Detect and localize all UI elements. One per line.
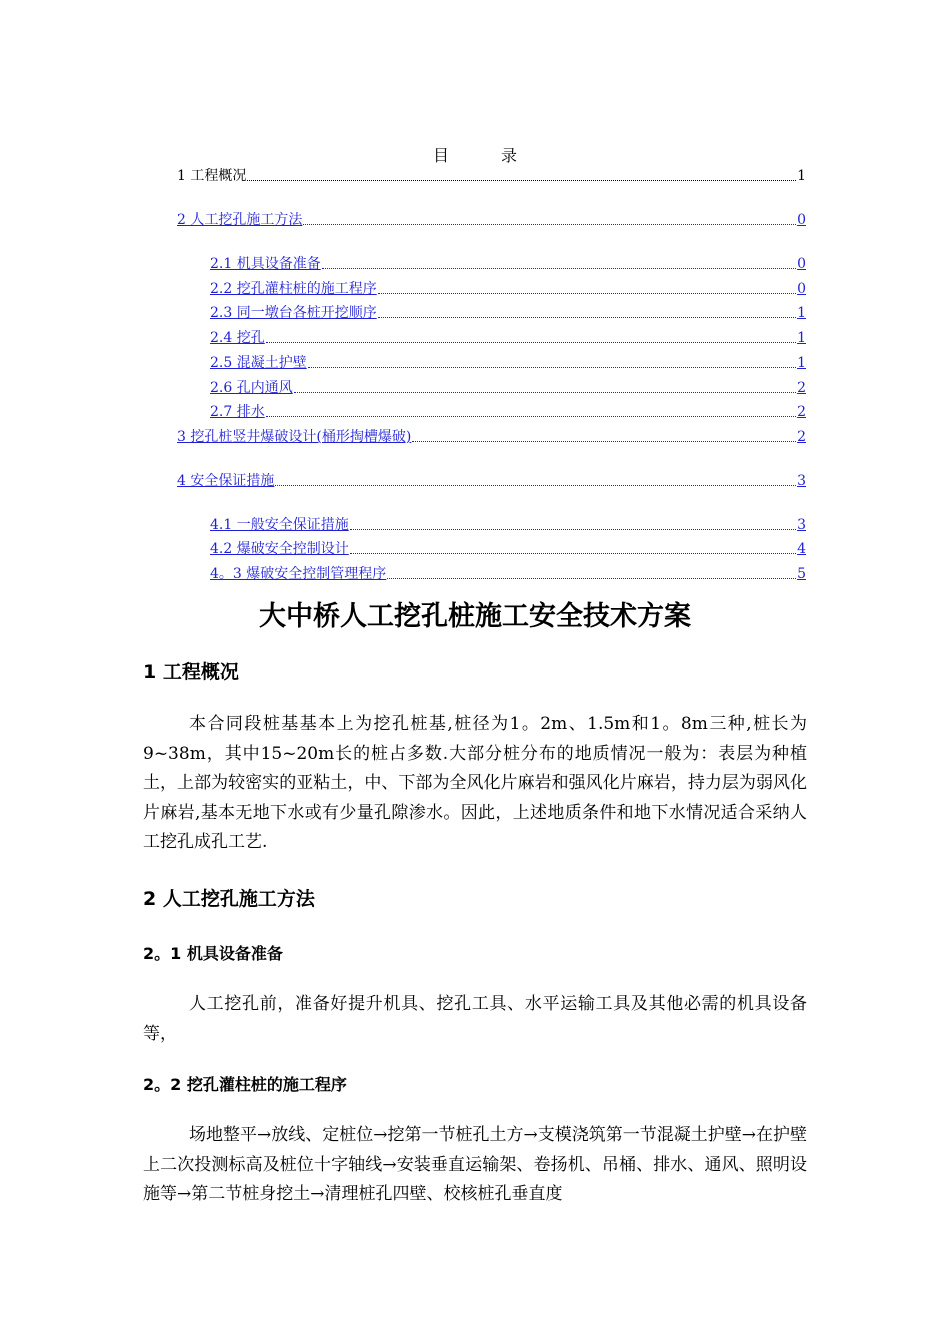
toc-title-char: 录 [501, 146, 518, 165]
toc-entry-4[interactable]: 4 安全保证措施 3 [177, 473, 806, 489]
toc-entry-4-1[interactable]: 4.1 一般安全保证措施 3 [210, 517, 806, 533]
toc-entry-2-2[interactable]: 2.2 挖孔灌柱桩的施工程序 0 [210, 281, 806, 297]
toc-entry-2-6[interactable]: 2.6 孔内通风 2 [210, 380, 806, 396]
document-title: 大中桥人工挖孔桩施工安全技术方案 [259, 601, 691, 632]
toc-entry-2-3[interactable]: 2.3 同一墩台各桩开挖顺序 1 [210, 305, 806, 321]
section-2-1-heading: 2。1 机具设备准备 [143, 944, 283, 963]
toc-entry-4-2[interactable]: 4.2 爆破安全控制设计 4 [210, 541, 806, 557]
toc-entry-2-7[interactable]: 2.7 排水 2 [210, 404, 806, 420]
toc-title [0, 143, 950, 166]
section-2-2-heading: 2。2 挖孔灌柱桩的施工程序 [143, 1075, 347, 1094]
toc-title-char: 目 [432, 146, 449, 165]
toc-entry-2-5[interactable]: 2.5 混凝土护壁 1 [210, 355, 806, 371]
section-1-heading: 1 工程概况 [143, 661, 239, 683]
toc-entry-2-4[interactable]: 2.4 挖孔 1 [210, 330, 806, 346]
section-2-2-paragraph: 场地整平→放线、定桩位→挖第一节桩孔土方→支模浇筑第一节混凝土护壁→在护壁上二次投测标高及桩位十字轴线→安装垂直运输架、卷扬机、吊桶、排水、通风、照明设施等→第二节桩身挖土→清理桩孔四壁、校核桩孔垂直度 [143, 1125, 807, 1204]
section-1-paragraph: 本合同段桩基基本上为挖孔桩基,桩径为1。2m、1.5m和1。8m三种,桩长为9~38m，其中15~20m长的桩占多数.大部分桩分布的地质情况一般为：表层为种植土，上部为较密实的亚粘土，中、下部为全风化片麻岩和强风化片麻岩，持力层为弱风化片麻岩,基本无地下水或有少量孔隙渗水。因此，上述地质条件和地下水情况适合采纳人工挖孔成孔工艺. [143, 714, 807, 852]
toc-entry-4-3[interactable]: 4。3 爆破安全控制管理程序 5 [210, 566, 806, 582]
toc-entry-3[interactable]: 3 挖孔桩竖井爆破设计(桶形掏槽爆破) 2 [177, 429, 806, 445]
toc-entry-1[interactable]: 1 工程概况 1 [177, 168, 806, 184]
section-2-1-paragraph: 人工挖孔前，准备好提升机具、挖孔工具、水平运输工具及其他必需的机具设备等， [143, 994, 807, 1044]
section-2-heading: 2 人工挖孔施工方法 [143, 888, 315, 910]
toc-entry-2-1[interactable]: 2.1 机具设备准备 0 [210, 256, 806, 272]
toc-entry-2[interactable]: 2 人工挖孔施工方法 0 [177, 212, 806, 228]
